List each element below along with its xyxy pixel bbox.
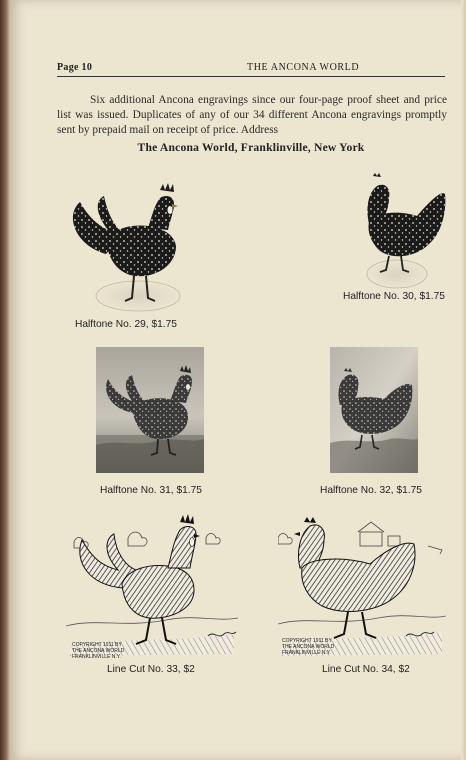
figure-halftone-31	[96, 347, 204, 473]
caption-line-cut-34: Line Cut No. 34, $2	[322, 664, 410, 675]
intro-paragraph: Six additional Ancona engravings since our four-page proof sheet and price list was issued. Duplicates of any of our 34 different Ancona engravings promptly sent by prepaid mail on receipt of price. Address	[57, 94, 447, 136]
svg-text:COPYRIGHT 1911 BY: COPYRIGHT 1911 BY	[72, 642, 122, 648]
svg-text:THE ANCONA WORLD: THE ANCONA WORLD	[72, 648, 125, 654]
caption-halftone-31: Halftone No. 31, $1.75	[100, 485, 202, 496]
hen-line-drawing	[278, 508, 446, 658]
book-binding	[0, 0, 10, 760]
header-rule	[57, 76, 445, 77]
rooster-photo	[96, 347, 204, 473]
page-edge	[461, 0, 466, 760]
address-line: The Ancona World, Franklinville, New York	[137, 141, 365, 154]
svg-text:FRANKLINVILLE N.Y.: FRANKLINVILLE N.Y.	[72, 654, 121, 660]
page-number: Page 10	[57, 62, 93, 73]
caption-line-cut-33: Line Cut No. 33, $2	[107, 664, 195, 675]
publication-title: THE ANCONA WORLD	[247, 62, 360, 73]
rooster-line-drawing	[66, 508, 238, 660]
rooster-illustration	[66, 176, 184, 316]
hen-photo	[330, 347, 418, 473]
svg-text:FRANKLINVILLE N.Y.: FRANKLINVILLE N.Y.	[282, 650, 331, 656]
svg-text:THE ANCONA WORLD: THE ANCONA WORLD	[282, 644, 335, 650]
caption-halftone-32: Halftone No. 32, $1.75	[320, 485, 422, 496]
running-header	[57, 62, 445, 76]
figure-halftone-30	[355, 172, 447, 292]
figure-halftone-32	[330, 347, 418, 473]
figure-halftone-29	[66, 176, 184, 316]
caption-halftone-30: Halftone No. 30, $1.75	[343, 291, 445, 302]
caption-halftone-29: Halftone No. 29, $1.75	[75, 319, 177, 330]
hen-illustration	[355, 172, 447, 292]
svg-text:COPYRIGHT 1911 BY: COPYRIGHT 1911 BY	[282, 638, 332, 644]
figure-line-cut-33	[66, 508, 238, 660]
figure-line-cut-34	[278, 508, 446, 658]
